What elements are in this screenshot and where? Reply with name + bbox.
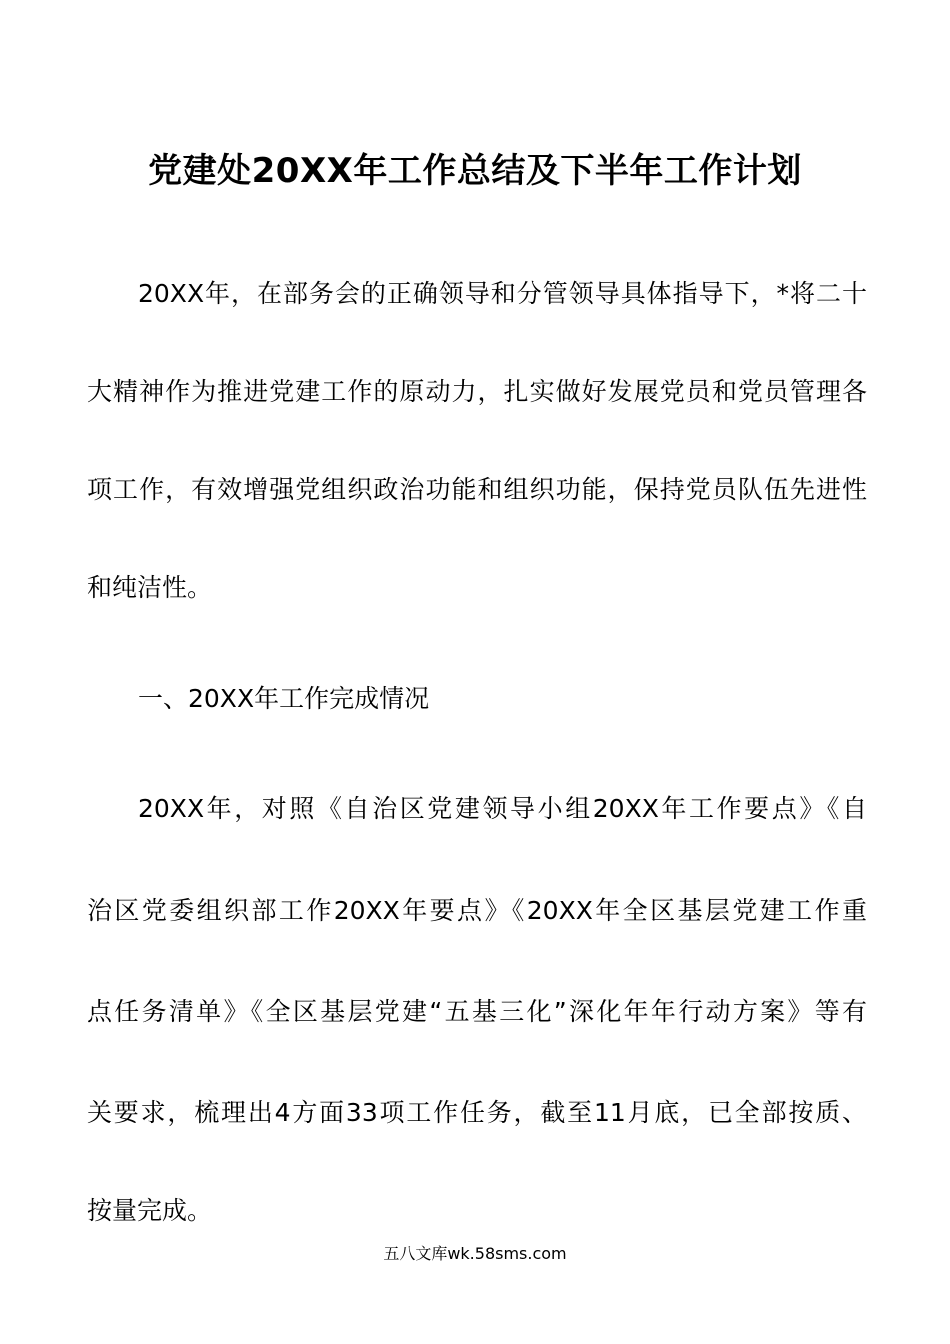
document-title: 党建处20XX年工作总结及下半年工作计划 bbox=[148, 151, 802, 191]
paragraph1-line-1: 20XX年，在部务会的正确领导和分管领导具体指导下，*将二十 bbox=[138, 279, 867, 308]
paragraph2-line-3: 点任务清单》《全区基层党建“五基三化”深化年年行动方案》等有 bbox=[87, 997, 867, 1026]
paragraph2-line-5: 按量完成。 bbox=[87, 1196, 213, 1225]
section-heading: 一、20XX年工作完成情况 bbox=[138, 684, 430, 713]
paragraph2-line-4: 关要求，梳理出4方面33项工作任务，截至11月底，已全部按质、 bbox=[87, 1098, 867, 1127]
paragraph1-line-2: 大精神作为推进党建工作的原动力，扎实做好发展党员和党员管理各 bbox=[87, 377, 867, 406]
paragraph1-line-4: 和纯洁性。 bbox=[87, 573, 213, 602]
paragraph2-line-1: 20XX年，对照《自治区党建领导小组20XX年工作要点》《自 bbox=[138, 794, 867, 823]
paragraph1-line-3: 项工作，有效增强党组织政治功能和组织功能，保持党员队伍先进性 bbox=[87, 475, 867, 504]
paragraph2-line-2: 治区党委组织部工作20XX年要点》《20XX年全区基层党建工作重 bbox=[87, 896, 867, 925]
footer-watermark: 五八文库wk.58sms.com bbox=[383, 1244, 567, 1263]
